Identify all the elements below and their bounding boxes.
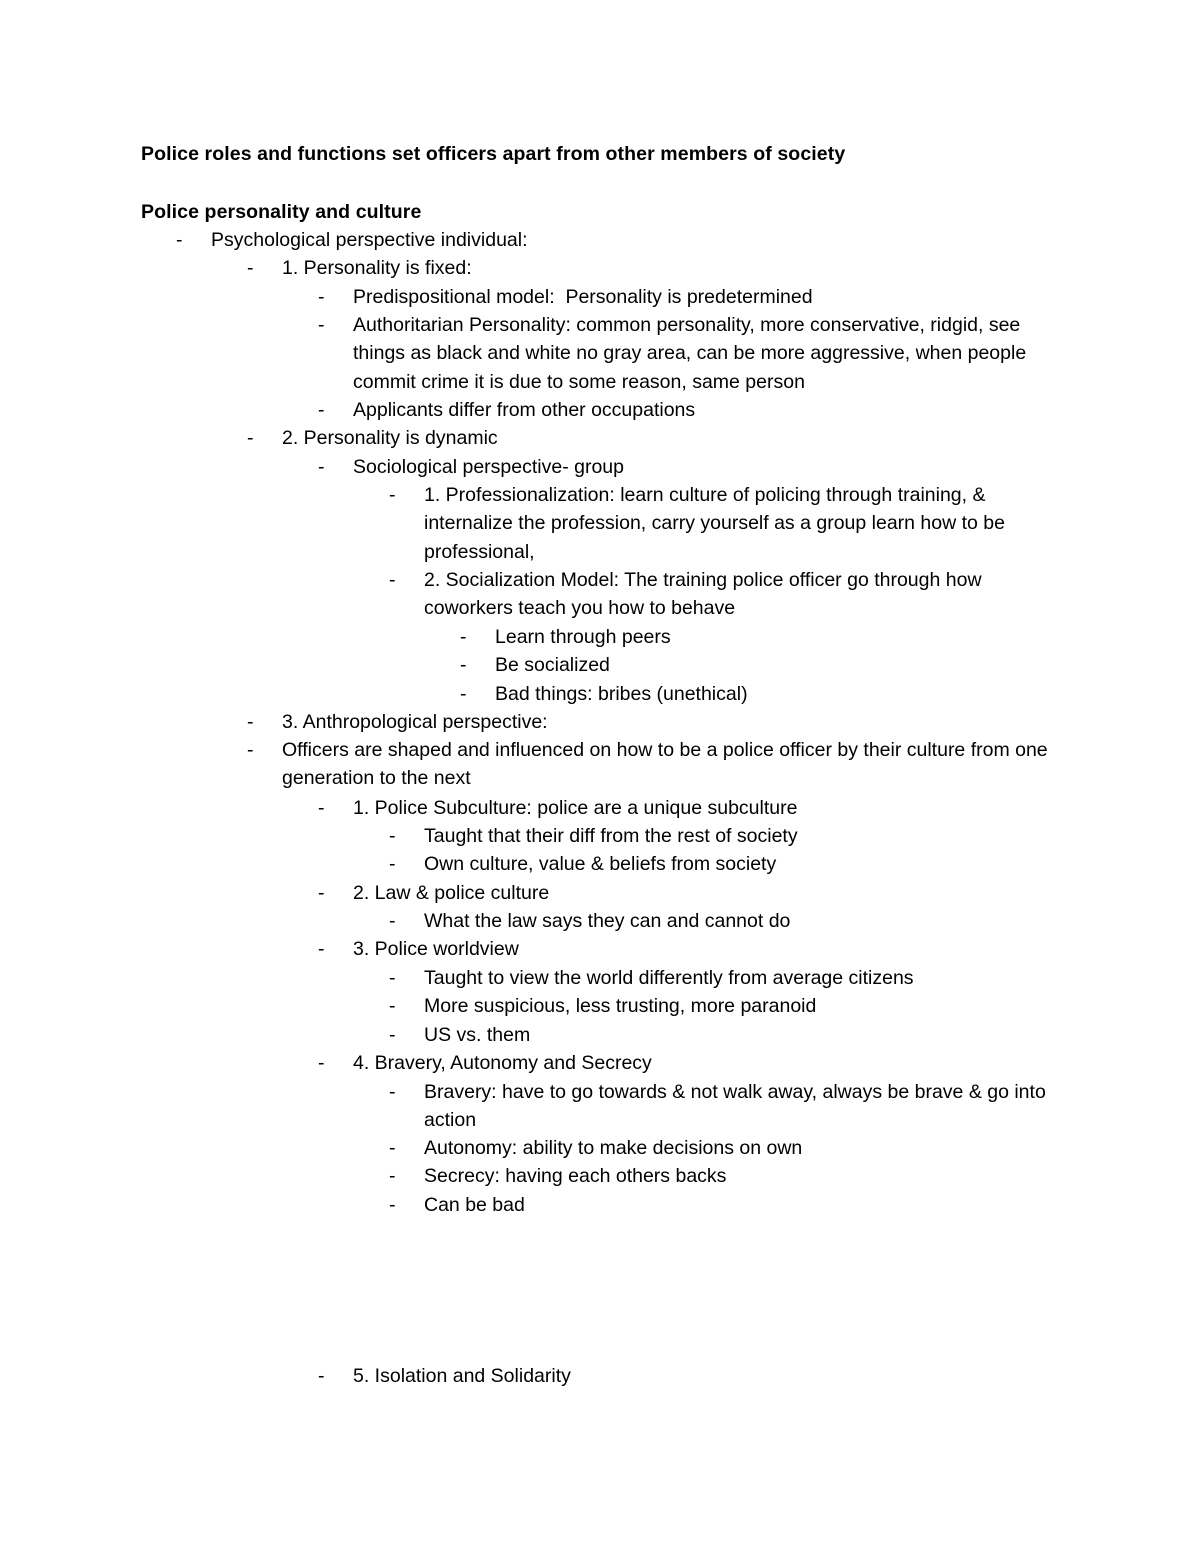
list-item-text: Predispositional model: Personality is predetermined bbox=[353, 286, 813, 308]
bullet-dash: - bbox=[318, 1365, 325, 1387]
list-item-text: Psychological perspective individual: bbox=[211, 229, 528, 251]
list-item-text: 2. Law & police culture bbox=[353, 882, 550, 904]
bullet-dash: - bbox=[176, 229, 183, 251]
bullet-dash: - bbox=[247, 427, 254, 449]
list-item-text: 3. Police worldview bbox=[353, 938, 519, 960]
bullet-dash: - bbox=[318, 797, 325, 819]
bullet-dash: - bbox=[389, 825, 396, 847]
list-item-text: 1. Personality is fixed: bbox=[282, 257, 472, 279]
list-item-text: Can be bad bbox=[424, 1194, 525, 1216]
list-item-text: US vs. them bbox=[424, 1024, 531, 1046]
list-item-text: Officers are shaped and influenced on how to be a police officer by their culture from one generation to the next bbox=[282, 739, 1054, 790]
list-item-text: What the law says they can and cannot do bbox=[424, 910, 791, 932]
bullet-dash: - bbox=[318, 314, 325, 336]
list-item-text: Sociological perspective- group bbox=[353, 456, 624, 478]
list-item-text: 1. Police Subculture: police are a unique subculture bbox=[353, 797, 798, 819]
list-item-text: Be socialized bbox=[495, 654, 610, 676]
bullet-dash: - bbox=[247, 257, 254, 279]
bullet-dash: - bbox=[389, 484, 396, 506]
bullet-dash: - bbox=[389, 995, 396, 1017]
list-item-text: 2. Personality is dynamic bbox=[282, 427, 498, 449]
list-item-text: Own culture, value & beliefs from society bbox=[424, 853, 777, 875]
bullet-dash: - bbox=[389, 569, 396, 591]
list-item-text: 2. Socialization Model: The training police officer go through how coworkers teach you how to behave bbox=[424, 569, 987, 620]
bullet-dash: - bbox=[460, 626, 467, 648]
bullet-dash: - bbox=[247, 711, 254, 733]
bullet-dash: - bbox=[318, 456, 325, 478]
bullet-dash: - bbox=[460, 654, 467, 676]
bullet-dash: - bbox=[318, 938, 325, 960]
list-item-text: 1. Professionalization: learn culture of policing through training, & internalize the profession, carry yourself as a group learn how to be professional, bbox=[424, 484, 1011, 563]
bullet-dash: - bbox=[460, 683, 467, 705]
bullet-dash: - bbox=[389, 1081, 396, 1103]
bullet-dash: - bbox=[318, 399, 325, 421]
list-item-text: 4. Bravery, Autonomy and Secrecy bbox=[353, 1052, 652, 1074]
bullet-dash: - bbox=[389, 1165, 396, 1187]
bullet-dash: - bbox=[389, 967, 396, 989]
list-item-text: Taught that their diff from the rest of society bbox=[424, 825, 798, 847]
bullet-dash: - bbox=[389, 1137, 396, 1159]
list-item-text: Autonomy: ability to make decisions on own bbox=[424, 1137, 803, 1159]
list-item-text: 3. Anthropological perspective: bbox=[282, 711, 548, 733]
list-item-text: Taught to view the world differently from average citizens bbox=[424, 967, 914, 989]
list-item-text: 5. Isolation and Solidarity bbox=[353, 1365, 571, 1387]
bullet-dash: - bbox=[389, 1194, 396, 1216]
bullet-dash: - bbox=[318, 882, 325, 904]
document-title: Police roles and functions set officers apart from other members of society bbox=[141, 143, 846, 165]
list-item-text: Bravery: have to go towards & not walk away, always be brave & go into action bbox=[424, 1081, 1052, 1132]
bullet-dash: - bbox=[318, 286, 325, 308]
section-heading: Police personality and culture bbox=[141, 201, 422, 223]
list-item-text: Learn through peers bbox=[495, 626, 671, 648]
bullet-dash: - bbox=[247, 739, 254, 761]
bullet-dash: - bbox=[318, 1052, 325, 1074]
bullet-dash: - bbox=[389, 1024, 396, 1046]
list-item-text: Applicants differ from other occupations bbox=[353, 399, 696, 421]
list-item-text: Secrecy: having each others backs bbox=[424, 1165, 727, 1187]
bullet-dash: - bbox=[389, 910, 396, 932]
list-item-text: More suspicious, less trusting, more paranoid bbox=[424, 995, 817, 1017]
list-item-text: Bad things: bribes (unethical) bbox=[495, 683, 748, 705]
list-item-text: Authoritarian Personality: common personality, more conservative, ridgid, see things as black and white no gray area, can be more aggressive, when people commit crime it is due to some reason, same person bbox=[353, 314, 1032, 393]
bullet-dash: - bbox=[389, 853, 396, 875]
